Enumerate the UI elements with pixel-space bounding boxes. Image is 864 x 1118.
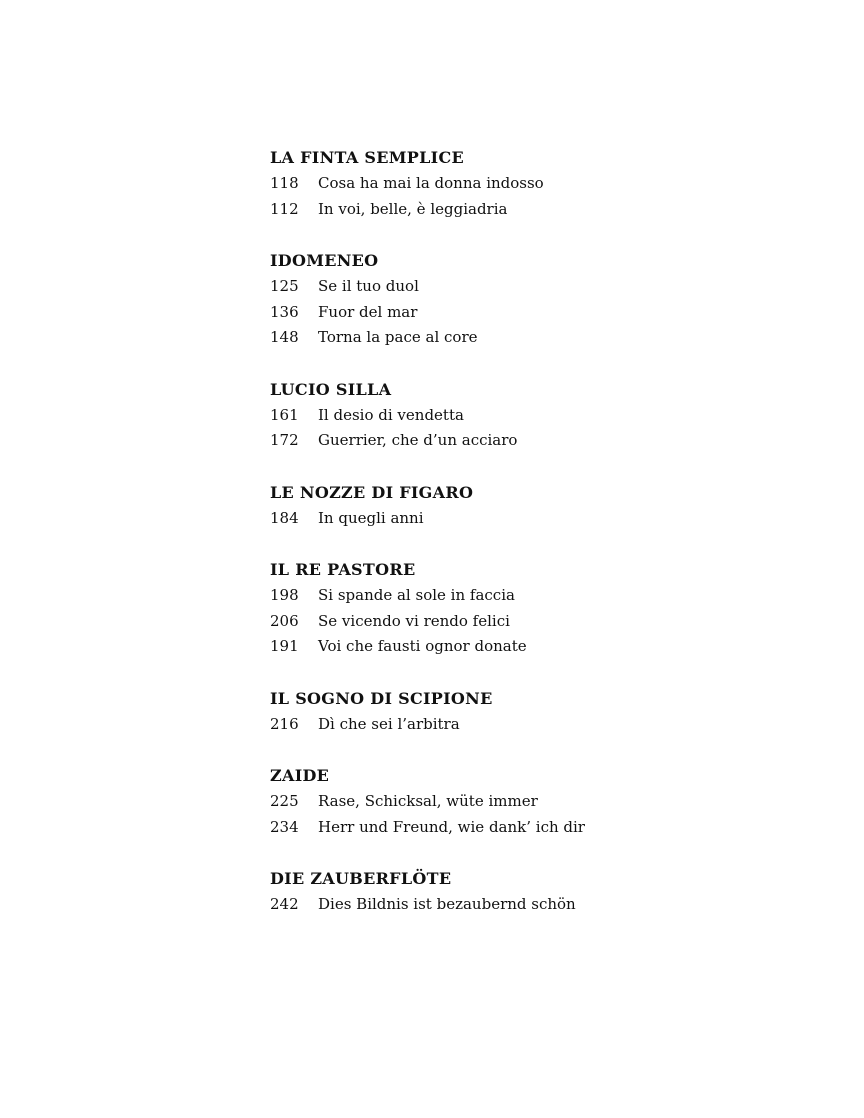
page-number: 191 — [270, 637, 299, 655]
toc-entry — [270, 789, 690, 815]
toc-entry — [270, 171, 690, 197]
aria-title: Voi che fausti ognor donate — [318, 637, 527, 655]
aria-title: Torna la pace al core — [318, 328, 478, 346]
aria-title: Si spande al sole in faccia — [318, 586, 515, 604]
toc-section — [270, 248, 690, 351]
toc-section — [270, 686, 690, 738]
page-number: 216 — [270, 714, 299, 733]
toc-entry — [270, 583, 690, 609]
page-number: 118 — [270, 174, 299, 192]
toc-section — [270, 557, 690, 660]
page-number: 161 — [270, 405, 299, 424]
opera-title: IL SOGNO DI SCIPIONE — [270, 688, 493, 708]
toc-entry — [270, 428, 690, 454]
toc-entry — [270, 274, 690, 300]
opera-title: IL RE PASTORE — [270, 560, 416, 579]
page-number: 112 — [270, 199, 299, 218]
opera-title: LA FINTA SEMPLICE — [270, 148, 464, 167]
toc-entry — [270, 609, 690, 635]
opera-title: ZAIDE — [270, 766, 330, 785]
page-number: 198 — [270, 586, 299, 604]
aria-title: Se vicendo vi rendo felici — [318, 611, 510, 630]
toc-content — [270, 145, 690, 944]
toc-section — [270, 377, 690, 454]
toc-entry — [270, 197, 690, 223]
opera-title: IDOMENEO — [270, 251, 379, 270]
aria-title: Fuor del mar — [318, 302, 418, 321]
aria-title: In voi, belle, è leggiadria — [318, 199, 508, 218]
toc-section — [270, 763, 690, 840]
aria-title: Cosa ha mai la donna indosso — [318, 174, 544, 192]
toc-entry — [270, 325, 690, 351]
page-number: 234 — [270, 817, 299, 836]
aria-title: Guerrier, che d’un acciaro — [318, 431, 518, 449]
aria-title: Se il tuo duol — [318, 277, 419, 295]
toc-section — [270, 866, 690, 918]
page-number: 136 — [270, 302, 299, 321]
page-number: 206 — [270, 611, 299, 630]
toc-entry — [270, 506, 690, 532]
toc-entry — [270, 815, 690, 841]
page-number: 125 — [270, 277, 299, 295]
toc-section — [270, 480, 690, 532]
toc-entry — [270, 403, 690, 429]
page-number: 242 — [270, 895, 299, 913]
page-number: 172 — [270, 431, 299, 449]
toc-entry — [270, 712, 690, 738]
aria-title: Dì che sei l’arbitra — [318, 714, 460, 733]
opera-title: LE NOZZE DI FIGARO — [270, 482, 474, 502]
aria-title: Il desio di vendetta — [318, 405, 464, 424]
toc-section — [270, 145, 690, 222]
aria-title: In quegli anni — [318, 508, 424, 527]
toc-entry — [270, 892, 690, 918]
toc-entry — [270, 634, 690, 660]
aria-title: Herr und Freund, wie dank’ ich dir — [318, 817, 585, 836]
page-number: 184 — [270, 508, 299, 527]
page-number: 148 — [270, 328, 299, 346]
opera-title: DIE ZAUBERFLÖTE — [270, 869, 452, 888]
toc-entry — [270, 300, 690, 326]
aria-title: Dies Bildnis ist bezaubernd schön — [318, 895, 576, 913]
opera-title: LUCIO SILLA — [270, 379, 392, 399]
aria-title: Rase, Schicksal, wüte immer — [318, 792, 538, 810]
page-number: 225 — [270, 792, 299, 810]
